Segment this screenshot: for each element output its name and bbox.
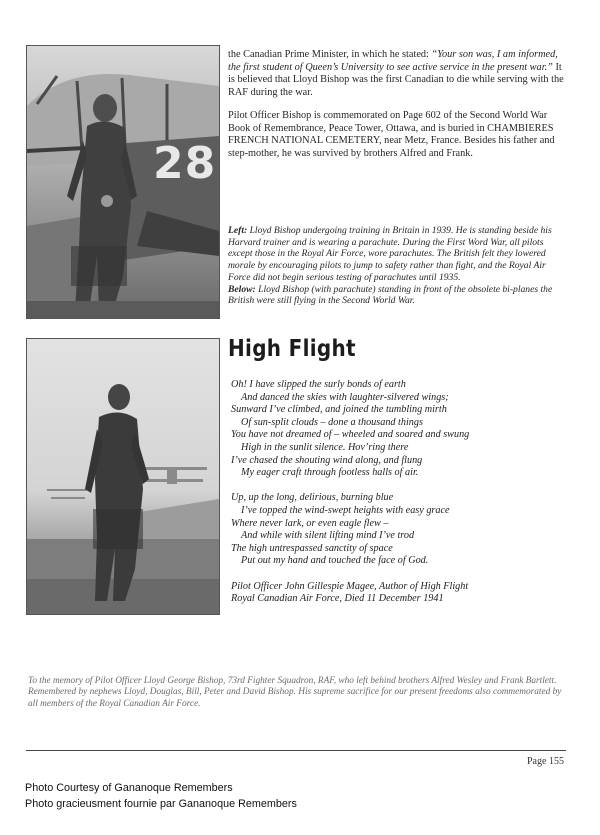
poem-line: The high untrespassed sanctity of space <box>231 542 393 554</box>
poem-line: Up, up the long, delirious, burning blue <box>231 492 394 504</box>
poem-line: My eager craft through footless halls of air. <box>241 467 419 479</box>
poem-line: And danced the skies with laughter-silvered wings; <box>241 391 449 403</box>
photo-caption <box>228 225 568 307</box>
poem-line: Put out my hand and touched the face of God. <box>241 555 429 567</box>
poem-line: Sunward I’ve climbed, and joined the tumbling mirth <box>231 404 447 416</box>
paragraph-1-end: It is believed that Lloyd Bishop was the first Canadian to die while serving with the RAF during the war. <box>228 61 564 98</box>
article-paragraph-1 <box>228 49 568 99</box>
poem-attribution-line: Pilot Officer John Gillespie Magee, Author of High Flight <box>231 580 469 592</box>
footer-rule <box>26 750 566 751</box>
pm-quote: “Your son was, I am informed, the first student of Queen’s University to see active service in the present war.” <box>228 49 558 73</box>
poem-body <box>231 379 571 606</box>
poem-line: I’ve topped the wind-swept heights with easy grace <box>241 504 450 516</box>
paragraph-1-start: the Canadian Prime Minister, in which he stated: <box>228 49 432 60</box>
poem-line: Of sun-split clouds – done a thousand things <box>241 416 423 428</box>
caption-below-text: Lloyd Bishop (with parachute) standing in front of the obsolete bi-planes the British were still flying in the Second World War. <box>228 283 553 307</box>
caption-left-text: Lloyd Bishop undergoing training in Britain in 1939. He is standing beside his Harvard trainer and is wearing a parachute. During the First Word War, all pilots except those in the Royal Air Force, wore parachutes. The British felt they lowered morale by encouraging pilots to jump to safety rather than fight, and the Royal Air Force did not begin serious testing of parachutes until 1935. <box>228 225 552 283</box>
caption-left-label: Left: <box>228 225 248 236</box>
poem-line: You have not dreamed of – wheeled and soared and swung <box>231 429 470 441</box>
poem-title: High Flight <box>228 334 356 362</box>
memorial-dedication: To the memory of Pilot Officer Lloyd George Bishop, 73rd Fighter Squadron, RAF, who left behind brothers Alfred Wesley and Frank Bartlett. Remembered by nephews Lloyd, Douglas, Bill, Peter and David Bishop. His supreme sacrifice for our present freedoms also commemorated by all members of the Royal Canadian Air Force. <box>28 676 562 709</box>
poem-line: I’ve chased the shouting wind along, and flung <box>231 454 423 466</box>
poem-attribution-line: Royal Canadian Air Force, Died 11 December 1941 <box>231 593 444 605</box>
caption-below-label: Below: <box>228 283 256 295</box>
page-number: Page 155 <box>527 756 564 767</box>
poem-line: Where never lark, or even eagle flew – <box>231 517 389 529</box>
stanza-gap <box>231 568 571 581</box>
article-paragraph-2: Pilot Officer Bishop is commemorated on Page 602 of the Second World War Book of Remembrance, Peace Tower, Ottawa, and is buried in CHAMBIERES FRENCH NATIONAL CEMETERY, near Metz, France. Besides his father and step-mother, he was survived by brothers Alfred and Frank. <box>228 110 555 159</box>
poem-line: And while with silent lifting mind I’ve trod <box>241 530 415 542</box>
stanza-gap <box>231 480 571 493</box>
photo-credit-english: Photo Courtesy of Gananoque Remembers <box>25 782 233 794</box>
poem-line: Oh! I have slipped the surly bonds of earth <box>231 379 406 390</box>
fuselage-number-marking: 28 <box>153 138 217 189</box>
poem-line: High in the sunlit silence. Hov’ring there <box>241 441 409 453</box>
photo2-illustration <box>27 339 219 614</box>
photo-pilot-beside-harvard-trainer <box>26 45 220 319</box>
photo-credit-french: Photo gracieusment fournie par Gananoque Remembers <box>25 798 297 810</box>
photo-pilot-before-biplanes <box>26 338 220 615</box>
